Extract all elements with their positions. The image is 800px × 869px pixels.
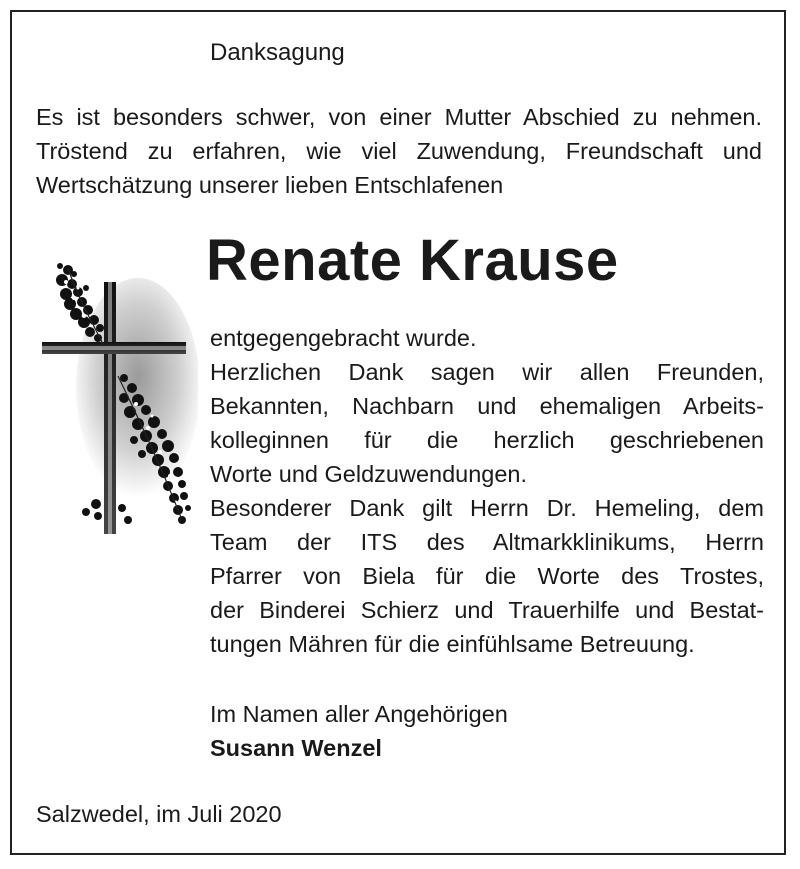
place-date: Salzwedel, im Juli 2020 bbox=[36, 801, 282, 827]
intro-line: Tröstend zu erfahren, wie viel Zuwendung, Freundschaft und bbox=[36, 138, 762, 164]
signer-name: Susann Wenzel bbox=[210, 735, 382, 761]
intro-text bbox=[36, 100, 762, 202]
body-line: entgegengebracht wurde. bbox=[210, 325, 477, 351]
body-line: Besonderer Dank gilt Herrn Dr. Hemeling, dem bbox=[210, 495, 764, 521]
body-line: Worte und Geldzuwendungen. bbox=[210, 461, 528, 487]
notice-heading: Danksagung bbox=[210, 39, 345, 66]
body-line: der Binderei Schierz und Trauerhilfe und Bestat- bbox=[210, 597, 764, 623]
body-line: tungen Mähren für die einfühlsame Betreuung. bbox=[210, 631, 695, 657]
body-line: Herzlichen Dank sagen wir allen Freunden, bbox=[210, 359, 764, 385]
on-behalf-line: Im Namen aller Angehörigen bbox=[210, 701, 508, 727]
body-line: Bekannten, Nachbarn und ehemaligen Arbeits- bbox=[210, 393, 764, 419]
cross-with-ivy-icon bbox=[38, 258, 198, 534]
intro-line: Wertschätzung unserer lieben Entschlafenen bbox=[36, 172, 504, 198]
closing-block bbox=[210, 697, 508, 765]
body-line: kolleginnen für die herzlich geschriebenen bbox=[210, 427, 764, 453]
body-line: Pfarrer von Biela für die Worte des Trostes, bbox=[210, 563, 764, 589]
body-line: Team der ITS des Altmarkklinikums, Herrn bbox=[210, 529, 764, 555]
intro-line: Es ist besonders schwer, von einer Mutter Abschied zu nehmen. bbox=[36, 104, 762, 130]
deceased-name: Renate Krause bbox=[206, 228, 619, 293]
thanks-text bbox=[210, 321, 764, 661]
